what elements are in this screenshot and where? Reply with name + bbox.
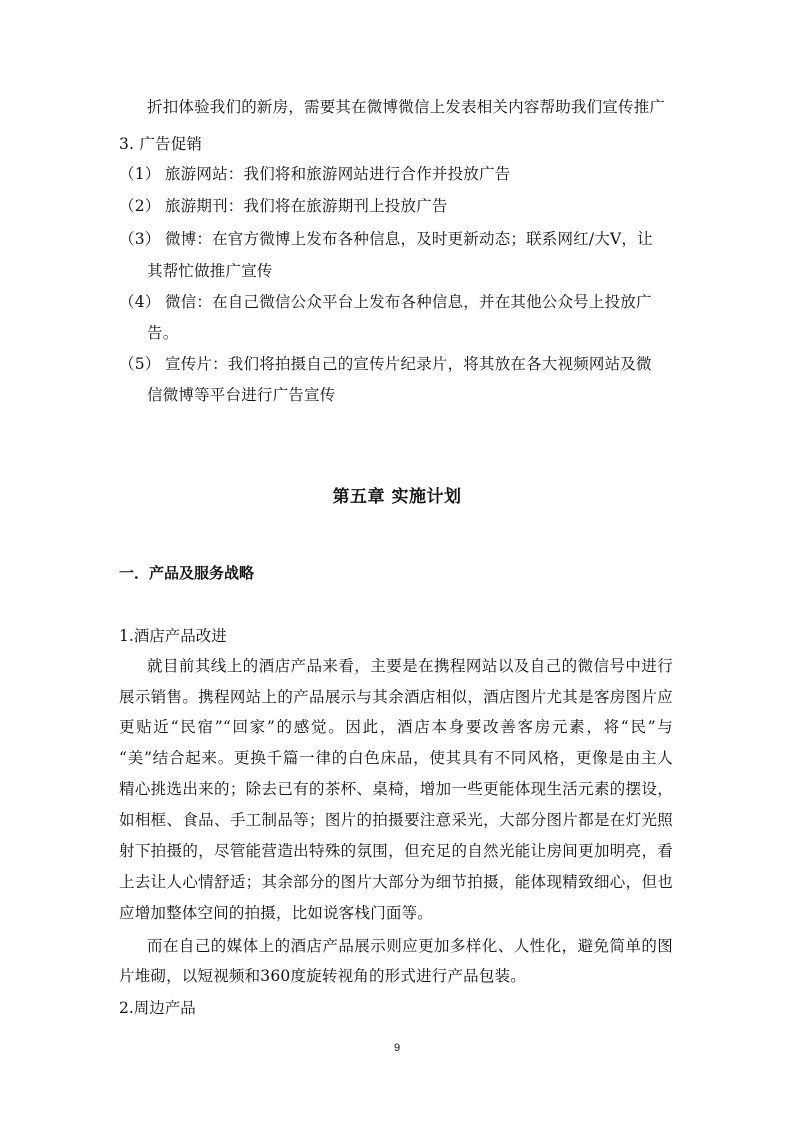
list-item-text: 旅游期刊：我们将在旅游期刊上投放广告 [165,197,448,215]
list-item [119,354,652,374]
chapter-title: 第五章 实施计划 [332,487,462,507]
list-item [119,229,653,249]
paragraph-line: 就目前其线上的酒店产品来看，主要是在携程网站以及自己的微信号中进行 [147,657,673,675]
list-item [119,164,510,184]
paragraph-line: 如相框、食品、手工制品等；图片的拍摄要注意采光，大部分图片都是在灯光照 [119,811,673,829]
list-item-number: （4） [119,293,161,311]
paragraph-line: 上去让人心情舒适；其余部分的图片大部分为细节拍摄，能体现精致细心，但也 [119,873,673,891]
list-item [119,292,652,312]
section-title: 一．产品及服务战略 [119,564,255,582]
subsection-title: 2.周边产品 [119,999,196,1017]
paragraph-line: 应增加整体空间的拍摄，比如说客栈门面等。 [119,904,434,922]
paragraph-line: 更贴近“民宿”“回家”的感觉。因此，酒店本身要改善客房元素，将“民”与 [119,718,673,736]
page-number: 9 [393,1042,401,1054]
continued-text-line: 折扣体验我们的新房，需要其在微博微信上发表相关内容帮助我们宣传推广 [147,98,666,116]
paragraph-line: 精心挑选出来的；除去已有的茶杯、桌椅，增加一些更能体现生活元素的摆设， [119,780,673,798]
paragraph-line: 射下拍摄的，尽管能营造出特殊的氛围，但充足的自然光能让房间更加明亮，看 [119,842,673,860]
list-item-number: （2） [119,197,161,215]
list-item-text: 宣传片：我们将拍摄自己的宣传片纪录片，将其放在各大视频网站及微 [165,355,652,373]
list-item-number: （5） [119,355,161,373]
subsection-title: 1.酒店产品改进 [119,627,227,645]
list-item-text: 微信：在自己微信公众平台上发布各种信息，并在其他公众号上投放广 [165,293,652,311]
list-item-number: （3） [119,230,161,248]
list-item-continuation: 其帮忙做推广宣传 [147,262,273,280]
list-item-text: 旅游网站：我们将和旅游网站进行合作并投放广告 [165,165,511,183]
list-item-continuation: 信微博等平台进行广告宣传 [147,386,336,404]
paragraph-line: “美”结合起来。更换千篇一律的白色床品，使其具有不同风格，更像是由主人 [119,749,673,767]
paragraph-line: 展示销售。携程网站上的产品展示与其余酒店相似，酒店图片尤其是客房图片应 [119,688,673,706]
list-item-text: 微博：在官方微博上发布各种信息，及时更新动态；联系网红/大V，让 [165,230,653,248]
paragraph-line: 而在自己的媒体上的酒店产品展示则应更加多样化、人性化，避免简单的图 [147,937,673,955]
paragraph-line: 片堆砌，以短视频和360度旋转视角的形式进行产品包装。 [119,967,526,985]
subheading-advertising: 3. 广告促销 [119,135,203,153]
list-item [119,196,448,216]
list-item-continuation: 告。 [147,324,179,342]
list-item-number: （1） [119,165,161,183]
